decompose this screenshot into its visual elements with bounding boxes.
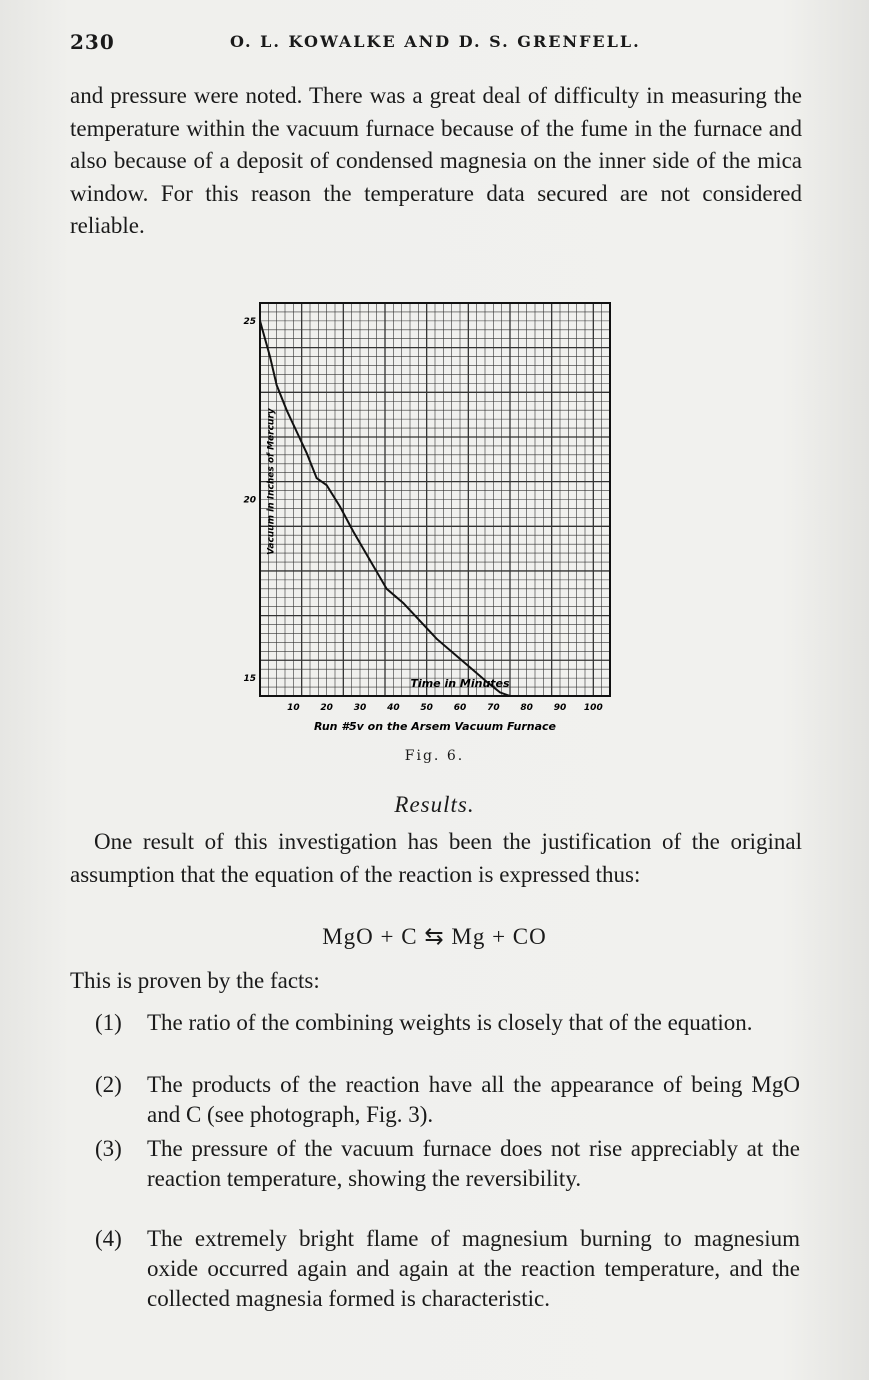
fact-number: (1) bbox=[95, 1010, 122, 1035]
data-point bbox=[403, 602, 405, 604]
fact-text: The pressure of the vacuum furnace does not rise appreciably at the reaction temperature, showing the reversibility. bbox=[147, 1136, 800, 1191]
y-tick-label: 25 bbox=[243, 316, 256, 327]
x-tick-label: 70 bbox=[487, 703, 500, 713]
facts-intro: This is proven by the facts: bbox=[70, 968, 320, 993]
data-point bbox=[276, 384, 278, 386]
x-tick-label: 10 bbox=[287, 703, 300, 713]
data-point bbox=[339, 506, 341, 508]
page-number: 230 bbox=[70, 30, 115, 54]
data-point bbox=[296, 431, 298, 433]
fact-number: (2) bbox=[95, 1072, 122, 1097]
reaction-equation: MgO + C ⇆ Mg + CO bbox=[322, 924, 547, 949]
x-tick-label: 80 bbox=[520, 703, 533, 713]
fact-item bbox=[95, 1070, 800, 1130]
data-point bbox=[326, 484, 328, 486]
y-tick-label: 20 bbox=[243, 495, 256, 506]
fact-item bbox=[95, 1224, 800, 1314]
data-point bbox=[386, 588, 388, 590]
y-axis-title: Vacuum in Inches of Mercury bbox=[266, 408, 277, 555]
x-tick-label: 100 bbox=[583, 703, 603, 713]
x-tick-label: 90 bbox=[553, 703, 567, 713]
x-tick-label: 60 bbox=[453, 703, 467, 713]
running-head: O. L. KOWALKE AND D. S. GRENFELL. bbox=[230, 32, 641, 51]
data-point bbox=[436, 638, 438, 640]
data-point bbox=[269, 356, 271, 358]
fact-text: The ratio of the combining weights is closely that of the equation. bbox=[147, 1010, 753, 1035]
x-axis-title: Time in Minutes bbox=[410, 677, 510, 691]
data-point bbox=[453, 652, 455, 654]
fact-item bbox=[95, 1134, 800, 1194]
data-point bbox=[316, 477, 318, 479]
fact-item bbox=[95, 1008, 800, 1038]
figure-6 bbox=[235, 298, 635, 768]
x-tick-label: 30 bbox=[353, 703, 367, 713]
results-heading: Results. bbox=[394, 792, 475, 817]
y-tick-label: 15 bbox=[243, 674, 256, 685]
fact-text: The extremely bright flame of magnesium burning to magnesium oxide occurred again and again at the reaction temperature, and the collected magnesia formed is characteristic. bbox=[147, 1226, 800, 1311]
data-point bbox=[499, 692, 501, 694]
data-point bbox=[286, 409, 288, 411]
page-header bbox=[70, 30, 800, 58]
paragraph-2: One result of this investigation has been the justification of the original assumption that the equation of the reaction is expressed thus: bbox=[70, 829, 802, 887]
fact-number: (3) bbox=[95, 1136, 122, 1161]
data-point bbox=[509, 695, 511, 697]
fact-text: The products of the reaction have all the appearance of being MgO and C (see photograph, Fig. 3). bbox=[147, 1072, 800, 1127]
chart-title: Run #5v on the Arsem Vacuum Furnace bbox=[313, 720, 557, 733]
vacuum-chart bbox=[235, 298, 635, 738]
data-point bbox=[419, 620, 421, 622]
data-point bbox=[353, 531, 355, 533]
data-point bbox=[306, 452, 308, 454]
paragraph-1: and pressure were noted. There was a great deal of difficulty in measuring the temperature within the vacuum furnace because of the fume in the furnace and also because of a deposit of condensed magnesia on the inner side of the mica window. For this reason the temperature data secured are not considered reliable. bbox=[70, 83, 802, 238]
x-tick-label: 20 bbox=[320, 703, 333, 713]
x-tick-label: 40 bbox=[387, 703, 400, 713]
data-point bbox=[369, 559, 371, 561]
figure-caption: Fig. 6. bbox=[404, 748, 465, 764]
fact-number: (4) bbox=[95, 1226, 122, 1251]
x-tick-label: 50 bbox=[420, 703, 433, 713]
data-point bbox=[259, 320, 261, 322]
data-point bbox=[469, 667, 471, 669]
